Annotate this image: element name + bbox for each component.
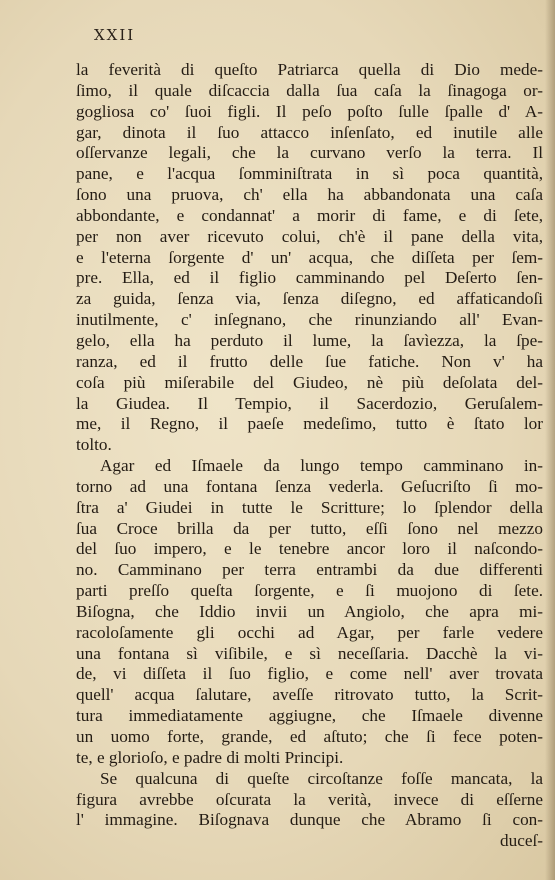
text-line: la Giudea. Il Tempio, il Sacerdozio, Geruſalem- xyxy=(76,393,543,413)
text-line: ſimo, il quale diſcaccia dalla ſua caſa la ſinagoga or- xyxy=(76,80,543,100)
text-line: del ſuo impero, e le tenebre ancor loro il naſcondo- xyxy=(76,539,543,559)
catchword: duceſ- xyxy=(500,831,543,851)
page-edge-shadow xyxy=(545,0,555,880)
text-line: e l'eterna ſorgente d' un' acqua, che diſſeta per ſem- xyxy=(76,247,543,267)
text-line: torno ad una fontana ſenza vederla. Geſucriſto ſi mo- xyxy=(76,476,543,496)
text-line: gelo, ella ha perduto il lume, la ſavìezza, la ſpe- xyxy=(76,330,543,350)
text-line: za guida, ſenza via, ſenza diſegno, ed affaticandoſi xyxy=(76,289,543,309)
text-line: abbondante, e condannat' a morir di fame, e di ſete, xyxy=(76,205,543,225)
text-line: Biſogna, che Iddio invii un Angiolo, che apra mi- xyxy=(76,601,543,621)
text-line: gar, dinota il ſuo attacco inſenſato, ed inutile alle xyxy=(76,122,543,142)
text-line: ſua Croce brilla da per tutto, eſſi ſono nel mezzo xyxy=(76,518,543,538)
text-line: ſono una pruova, ch' ella ha abbandonata una caſa xyxy=(76,185,543,205)
text-line: de, vi diſſeta il ſuo figlio, e come nell' aver trovata xyxy=(76,664,543,684)
text-line: inutilmente, c' inſegnano, che rinunziando all' Evan- xyxy=(76,310,543,330)
text-line: racoloſamente gli occhi ad Agar, per farle vedere xyxy=(76,622,543,642)
text-line: una fontana sì viſibile, e sì neceſſaria. Dacchè la vi- xyxy=(76,643,543,663)
text-line: per non aver ricevuto colui, ch'è il pane della vita, xyxy=(76,226,543,246)
page-body-text xyxy=(76,60,543,852)
paragraph-start-line: Agar ed Iſmaele da lungo tempo camminano in- xyxy=(100,456,543,476)
text-line: ſtra a' Giudei in tutte le Scritture; lo ſplendor della xyxy=(76,497,543,517)
text-line: me, il Regno, il paeſe medeſimo, tutto è ſtato lor xyxy=(76,414,543,434)
paragraph-end-line: tolto. xyxy=(76,435,112,455)
text-line: ranza, ed il frutto delle ſue fatiche. Non v' ha xyxy=(76,351,543,371)
text-line: oſſervanze legali, che la curvano verſo la terra. Il xyxy=(76,143,543,163)
text-line: la feverità di queſto Patriarca quella di Dio mede- xyxy=(76,60,543,79)
paragraph-start-line: Se qualcuna di queſte circoſtanze foſſe mancata, la xyxy=(100,768,543,788)
text-line: figura avrebbe oſcurata la verità, invece di eſſerne xyxy=(76,789,543,809)
text-line: quell' acqua ſalutare, aveſſe ritrovato tutto, la Scrit- xyxy=(76,685,543,705)
page-number: XXII xyxy=(94,26,136,44)
text-line: coſa più miſerabile del Giudeo, nè più deſolata del- xyxy=(76,372,543,392)
text-line: tura immediatamente aggiugne, che Iſmaele divenne xyxy=(76,706,543,726)
text-line: no. Camminano per terra entrambi da due differenti xyxy=(76,560,543,580)
text-line: l' immagine. Biſognava dunque che Abramo ſi con- xyxy=(76,810,543,830)
text-line: pane, e l'acqua ſomminiſtrata in sì poca quantità, xyxy=(76,164,543,184)
text-line: un uomo forte, grande, ed aſtuto; che ſi fece poten- xyxy=(76,727,543,746)
text-line: gogliosa co' ſuoi figli. Il peſo poſto ſulle ſpalle d' A- xyxy=(76,101,543,121)
text-line: parti preſſo queſta ſorgente, e ſi muojono di ſete. xyxy=(76,581,543,601)
text-line: pre. Ella, ed il figlio camminando pel Deſerto ſen- xyxy=(76,268,543,288)
paragraph-end-line: te, e glorioſo, e padre di molti Principi. xyxy=(76,747,344,767)
